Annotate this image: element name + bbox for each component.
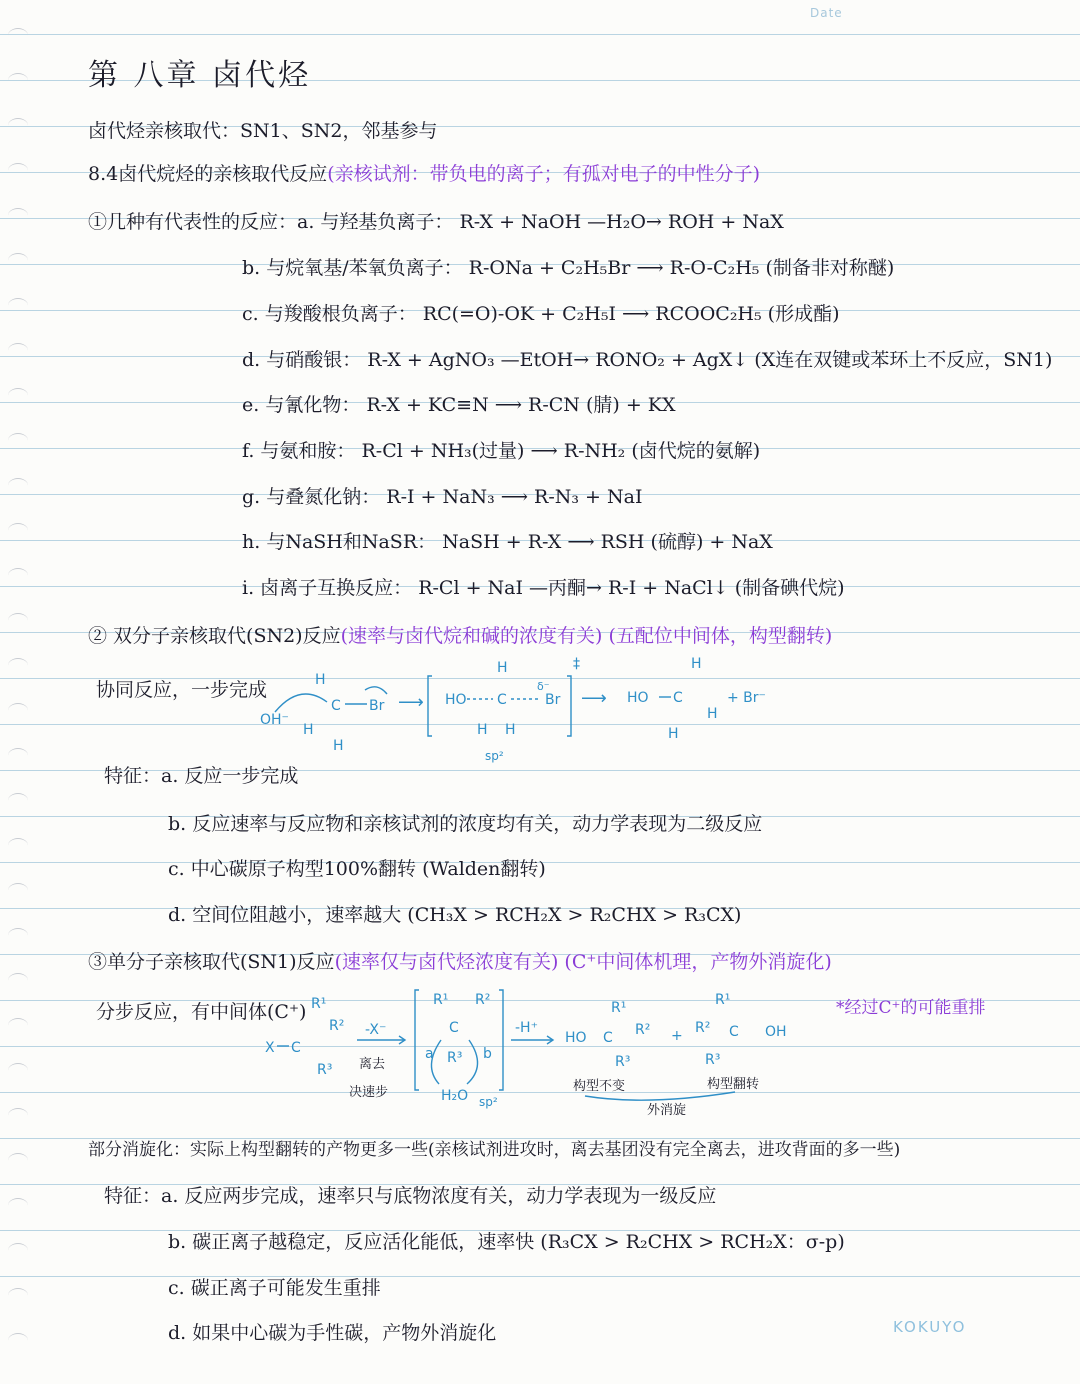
- partial-racemization: 部分消旋化：实际上构型翻转的产物更多一些(亲核试剂进攻时，离去基团没有完全离去，进攻背面的多一些): [88, 1140, 901, 1160]
- cation-bracket-right: [499, 990, 503, 1090]
- sn1-feature-b: b. 碳正离子越稳定，反应活化能低，速率快 (R₃CX > R₂CHX > RCH₂X：σ-p): [168, 1231, 845, 1253]
- reactions-header-label: ①几种有代表性的反应：: [88, 211, 298, 233]
- sn2-feature-a: a. 反应一步完成: [161, 765, 299, 787]
- invert-r1: R¹: [715, 992, 731, 1008]
- ts-h-right: H: [505, 722, 516, 738]
- sn1-x: X: [265, 1040, 275, 1056]
- ts-delta-minus: δ⁻: [537, 680, 550, 693]
- cation-carbon: C: [449, 1020, 459, 1036]
- retain-r3: R³: [615, 1054, 631, 1070]
- binder-hole: [8, 658, 28, 673]
- binder-hole: [8, 1018, 28, 1033]
- reaction-d: d. 与硝酸银： R-X + AgNO₃ —EtOH→ RONO₂ + AgX↓ (X连在双键或苯环上不反应，SN1): [242, 349, 1053, 371]
- retain-r1: R¹: [611, 1000, 627, 1016]
- binder-hole: [8, 1063, 28, 1078]
- binder-hole: [8, 1108, 28, 1123]
- binder-hole: [8, 523, 28, 538]
- binder-hole: [8, 568, 28, 583]
- reaction-e: e. 与氰化物： R-X + KC≡N ⟶ R-CN (腈) + KX: [242, 394, 676, 416]
- cation-r3: R³: [447, 1050, 463, 1066]
- sn1-rate-determining: 决速步: [349, 1085, 389, 1100]
- sn1-r1: R¹: [311, 996, 327, 1012]
- sn2-arrow-1: ⟶: [398, 692, 424, 713]
- sn2-h-left: H: [303, 722, 314, 738]
- cation-bracket-left: [415, 990, 419, 1090]
- cation-r1: R¹: [433, 992, 449, 1008]
- prod-h-right: H: [707, 706, 718, 722]
- binder-hole: [8, 208, 28, 223]
- binder-hole: [8, 1333, 28, 1348]
- sn1-minus-h: -H⁺: [515, 1020, 538, 1036]
- sn1-water: H₂O: [441, 1088, 469, 1104]
- sn2-leaving-arrow: [365, 687, 387, 694]
- chapter-title: 第 八章 卤代烃: [88, 58, 312, 93]
- reaction-i: i. 卤离子互换反应： R-Cl + NaI —丙酮→ R-I + NaCl↓ (制备碘代烷): [242, 577, 845, 599]
- ruled-line: [0, 34, 1080, 35]
- invert-label: 构型翻转: [707, 1077, 760, 1092]
- brand-logo: KOKUYO: [893, 1318, 967, 1336]
- reactions-header: [88, 210, 784, 234]
- binder-hole: [8, 163, 28, 178]
- sn2-h-bottom: H: [333, 738, 344, 754]
- binder-hole: [8, 478, 28, 493]
- sn2-mechanism-diagram: [255, 652, 815, 770]
- sn1-diagram-strokes: [277, 990, 735, 1100]
- binder-hole: [8, 883, 28, 898]
- invert-r2: R²: [695, 1020, 711, 1036]
- invert-r3: R³: [705, 1052, 721, 1068]
- binder-hole: [8, 343, 28, 358]
- attack-a: a: [425, 1046, 434, 1062]
- binder-hole: [8, 298, 28, 313]
- section-8-4: [88, 162, 760, 186]
- sn1-r2: R²: [329, 1018, 345, 1034]
- invert-carbon: C: [729, 1024, 739, 1040]
- retain-carbon: C: [603, 1030, 613, 1046]
- ts-bracket-right: [567, 676, 571, 736]
- ts-ho: HO: [445, 692, 467, 708]
- retain-label: 构型不变: [573, 1079, 626, 1094]
- sn2-heading: [88, 624, 832, 648]
- sn1-note: (速率仅与卤代烃浓度有关) (C⁺中间体机理，产物外消旋化): [334, 951, 832, 973]
- invert-oh: OH: [765, 1024, 787, 1040]
- retain-ho: HO: [565, 1030, 587, 1046]
- racemic-label: 外消旋: [647, 1103, 687, 1118]
- binder-hole: [8, 253, 28, 268]
- reaction-h: h. 与NaSH和NaSR： NaSH + R-X ⟶ RSH (硫醇) + NaX: [242, 531, 773, 553]
- binder-hole: [8, 433, 28, 448]
- sn2-label: 协同反应，一步完成: [96, 679, 268, 701]
- sn1-feature-c: c. 碳正离子可能发生重排: [168, 1277, 381, 1299]
- binder-hole: [8, 793, 28, 808]
- cation-r2: R²: [475, 992, 491, 1008]
- sn1-diagram-glyphs: [265, 992, 787, 1118]
- sn1-title: ③单分子亲核取代(SN1)反应: [88, 951, 335, 973]
- binder-hole: [8, 73, 28, 88]
- sn1-carbon: C: [291, 1040, 301, 1056]
- sn2-attack-arrow: [275, 694, 327, 712]
- ts-sp2: sp²: [485, 749, 504, 763]
- sn1-mechanism-diagram: [255, 980, 815, 1120]
- sn2-oh-minus: OH⁻: [260, 712, 289, 728]
- binder-hole: [8, 973, 28, 988]
- sn1-features: [104, 1184, 716, 1208]
- ts-carbon: C: [497, 692, 507, 708]
- product-plus: +: [671, 1028, 683, 1044]
- retain-r2: R²: [635, 1022, 651, 1038]
- date-label: Date: [810, 6, 843, 20]
- sn2-features: [104, 764, 298, 788]
- ts-double-dagger: ‡: [573, 656, 580, 672]
- reaction-g: g. 与叠氮化钠： R-I + NaN₃ ⟶ R-N₃ + NaI: [242, 486, 643, 508]
- sn1-feature-d: d. 如果中心碳为手性碳，产物外消旋化: [168, 1322, 497, 1344]
- ts-h-left: H: [477, 722, 488, 738]
- sn2-arrow-2: ⟶: [581, 688, 607, 709]
- binder-hole: [8, 1288, 28, 1303]
- ts-br: Br: [545, 692, 561, 708]
- intro-line: 卤代烃亲核取代：SN1、SN2，邻基参与: [88, 120, 438, 142]
- reaction-c: c. 与羧酸根负离子： RC(=O)-OK + C₂H₅I ⟶ RCOOC₂H₅ (形成酯): [242, 303, 840, 325]
- sn2-feature-c: c. 中心碳原子构型100%翻转 (Walden翻转): [168, 858, 546, 880]
- sn1-minus-x: -X⁻: [365, 1022, 387, 1038]
- binder-hole: [8, 118, 28, 133]
- sn2-diagram-glyphs: [260, 656, 766, 763]
- sn1-arrow-2: [511, 1036, 553, 1044]
- sn1-feature-a: a. 反应两步完成，速率只与底物浓度有关，动力学表现为一级反应: [161, 1185, 717, 1207]
- prod-carbon: C: [673, 690, 683, 706]
- prod-br-minus: + Br⁻: [727, 690, 766, 706]
- sn2-feature-d: d. 空间位阻越小，速率越大 (CH₃X > RCH₂X > R₂CHX > R₃CX): [168, 904, 742, 926]
- binder-hole: [8, 388, 28, 403]
- attack-arrow-b: [467, 1040, 478, 1084]
- binder-hole: [8, 1198, 28, 1213]
- binder-hole: [8, 28, 28, 43]
- sn1-label: 分步反应，有中间体(C⁺): [96, 1001, 307, 1023]
- section-8-4-note: (亲核试剂：带负电的离子；有孤对电子的中性分子): [327, 163, 761, 185]
- sn2-feature-b: b. 反应速率与反应物和亲核试剂的浓度均有关，动力学表现为二级反应: [168, 813, 763, 835]
- rearrangement-note: *经过C⁺的可能重排: [836, 998, 986, 1018]
- sn2-carbon: C: [331, 698, 341, 714]
- sn1-ionize: 离去: [359, 1057, 386, 1072]
- binder-hole: [8, 1153, 28, 1168]
- reaction-a: a. 与羟基负离子： R-X + NaOH —H₂O→ ROH + NaX: [297, 211, 784, 233]
- reaction-f: f. 与氨和胺： R-Cl + NH₃(过量) ⟶ R-NH₂ (卤代烷的氨解): [242, 440, 761, 462]
- ts-h-top: H: [497, 660, 508, 676]
- cation-sp2: sp²: [479, 1095, 498, 1109]
- sn1-heading: [88, 950, 832, 974]
- section-8-4-title: 8.4卤代烷烃的亲核取代反应: [88, 163, 328, 185]
- binder-hole: [8, 928, 28, 943]
- reaction-b: b. 与烷氧基/苯氧负离子： R-ONa + C₂H₅Br ⟶ R-O-C₂H₅ (制备非对称醚): [242, 257, 895, 279]
- prod-ho: HO: [627, 690, 649, 706]
- prod-h-bottom: H: [668, 726, 679, 742]
- binder-hole: [8, 838, 28, 853]
- sn2-h-top: H: [315, 672, 326, 688]
- ts-bracket-left: [428, 676, 432, 736]
- sn2-br: Br: [369, 698, 385, 714]
- binder-hole: [8, 703, 28, 718]
- binder-hole: [8, 1243, 28, 1258]
- prod-h-top: H: [691, 656, 702, 672]
- ruled-line: [0, 1276, 1080, 1277]
- binder-hole: [8, 748, 28, 763]
- sn2-note: (速率与卤代烷和碱的浓度有关) (五配位中间体，构型翻转): [340, 625, 833, 647]
- sn1-features-label: 特征：: [104, 1185, 162, 1207]
- sn1-r3: R³: [317, 1062, 333, 1078]
- sn2-features-label: 特征：: [104, 765, 162, 787]
- attack-b: b: [483, 1046, 492, 1062]
- sn2-title: ② 双分子亲核取代(SN2)反应: [88, 625, 341, 647]
- binder-hole: [8, 613, 28, 628]
